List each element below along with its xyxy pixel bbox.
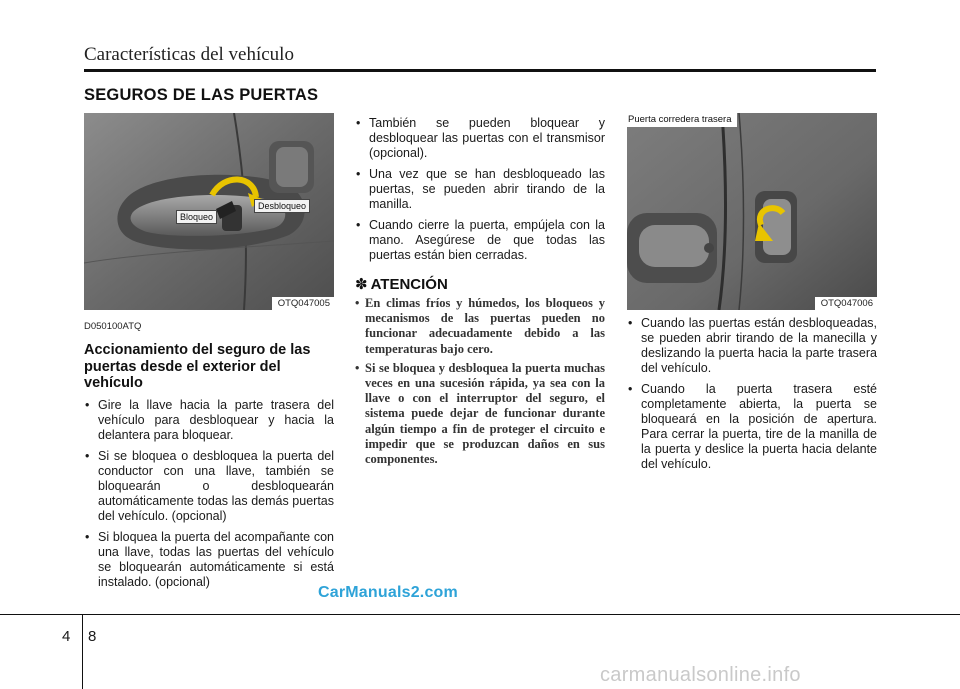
footer-divider bbox=[82, 614, 83, 689]
figure-code: OTQ047005 bbox=[272, 297, 334, 310]
watermark-link[interactable]: CarManuals2.com bbox=[318, 584, 458, 601]
subheading: Accionamiento del seguro de las puertas desde el exterior del vehículo bbox=[84, 342, 311, 391]
list-item: • Cuando cierre la puerta, empújela con la mano. Asegúrese de que todas las puertas están bien cerradas. bbox=[355, 218, 605, 263]
attention-heading bbox=[355, 277, 605, 292]
bullet-list bbox=[627, 316, 877, 472]
footer-rule bbox=[0, 614, 960, 615]
middle-column bbox=[355, 116, 605, 471]
document-code: D050100ATQ bbox=[84, 321, 142, 332]
attention-title: ATENCIÓN bbox=[370, 276, 448, 293]
bullet-list bbox=[84, 398, 334, 590]
left-column bbox=[84, 319, 334, 596]
list-item: • Si bloquea la puerta del acompañante con una llave, todas las puertas del vehículo se bloquearán automáticamente si está instalado. (opcional) bbox=[84, 530, 334, 590]
sliding-door-photo bbox=[627, 113, 877, 310]
list-item: • Una vez que se han desbloqueado las puertas, se pueden abrir tirando de la manilla. bbox=[355, 167, 605, 212]
attention-list bbox=[355, 296, 605, 467]
lock-label: Bloqueo bbox=[176, 210, 217, 224]
attention-star-icon: ✽ bbox=[355, 276, 368, 293]
list-item: • En climas fríos y húmedos, los bloqueos y mecanismos de las puertas pueden no funcionar adecuadamente debido a las temperaturas bajo cero. bbox=[355, 296, 605, 357]
list-item: • También se pueden bloquear y desbloquear las puertas con el transmisor (opcional). bbox=[355, 116, 605, 161]
door-lock-photo bbox=[84, 113, 334, 310]
bullet-list bbox=[355, 116, 605, 263]
list-item: • Si se bloquea y desbloquea la puerta muchas veces en una sucesión rápida, ya sea con la llave o con el interruptor del seguro, el sistema puede dejar de funcionar durante algún tiempo a fin de proteger el circuito e impedir que se produzcan daños en sus componentes. bbox=[355, 361, 605, 467]
list-item: • Cuando la puerta trasera esté completamente abierta, la puerta se bloqueará en la posición de apertura. Para cerrar la puerta, tire de la manilla de la puerta y deslice la puerta hacia delante del vehículo. bbox=[627, 382, 877, 472]
footer-watermark: carmanualsonline.info bbox=[600, 664, 801, 686]
header-rule bbox=[84, 69, 876, 72]
list-item: • Si se bloquea o desbloquea la puerta del conductor con una llave, también se bloquearán o desbloquearán automáticamente todas las demás puertas del vehículo. (opcional) bbox=[84, 449, 334, 524]
right-column bbox=[627, 316, 877, 478]
chapter-number: 4 bbox=[62, 628, 71, 645]
list-item: • Gire la llave hacia la parte trasera del vehículo para desbloquear y hacia la delantera para bloquear. bbox=[84, 398, 334, 443]
unlock-label: Desbloqueo bbox=[254, 199, 310, 213]
section-title: SEGUROS DE LAS PUERTAS bbox=[84, 86, 319, 104]
figure-code: OTQ047006 bbox=[815, 297, 877, 310]
chapter-title: Características del vehículo bbox=[84, 44, 294, 65]
page-number: 8 bbox=[88, 628, 97, 645]
figure-title: Puerta corredera trasera bbox=[627, 113, 737, 127]
sliding-door-illustration bbox=[627, 113, 877, 310]
list-item: • Cuando las puertas están desbloqueadas, se pueden abrir tirando de la manecilla y deslizando la puerta hacia la parte trasera del vehículo. bbox=[627, 316, 877, 376]
